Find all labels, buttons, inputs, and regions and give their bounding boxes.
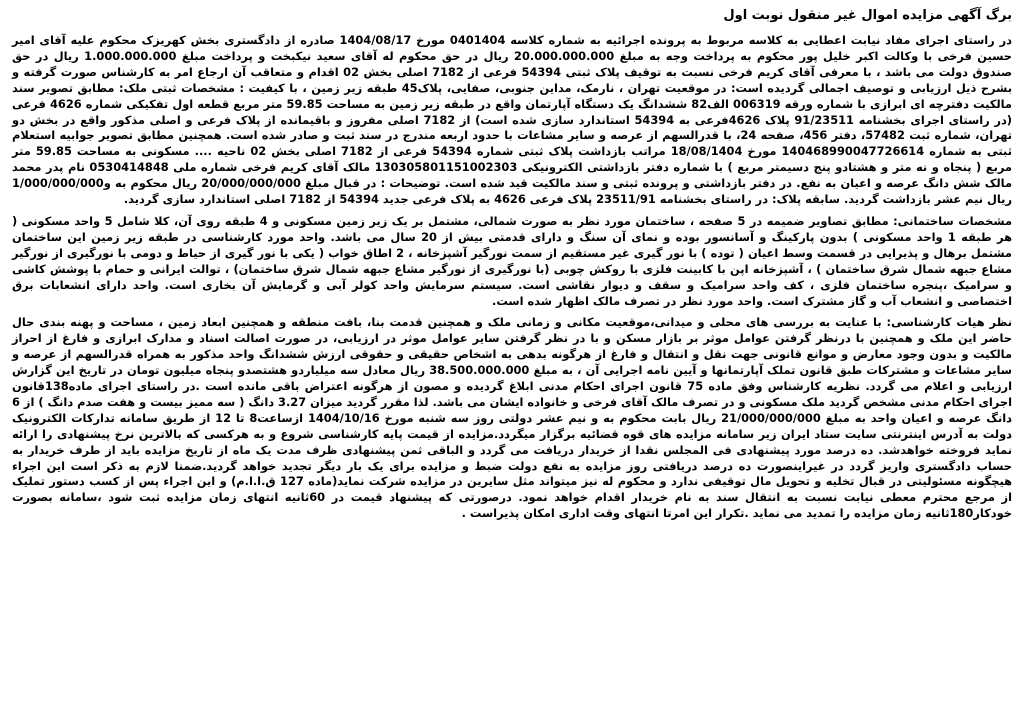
paragraph-registration-details: در راستای اجرای مفاد نیابت اعطایی به کلاسه مربوط به پرونده اجرائیه به شماره کلاسه 0401404 مورخ 1404/08/17 صادره از دادگستری بخش کهریزک محکوم علیه آقای امیر حسین فرخی با وکالت اکبر خلیل پور محکوم به پرداخت وجه به مبلغ 20.000.000.000 ریال در حق محکوم له آقای سعید نیکبخت و پرداخت مبلغ 1.000.000.000 ریال در حق صندوق دولت می باشد ، با معرفی آقای کریم فرخی نسبت به توقیف پلاک ثبتی 54394 فرعی از 7182 اصلی بخش 02 اقدام و متعاقب آن ارجاع امر به کارشناس صورت گرفته و بشرح ذیل ارزیابی و توصیف اجمالی گردیده است: در موقعیت تهران ، نارمک، مداین جنوبی، صفایی، پلاک45 طبقه زیر زمین ، با کیفیت : مشخصات ثبتی ملک: مطابق تصویر سند مالکیت دفترچه ای ابرازی با شماره ورقه 006319 الف82 ششدانگ یک دستگاه آپارتمان واقع در طبقه زیر زمین به مساحت 59.85 متر مربع قطعه اول تفکیکی شماره 4626 فرعی (در راستای اجرای بخشنامه 91/23511 پلاک 4626فرعی به 54394 استاندارد سازی شده است) از 7182 اصلی مفروز و باقیمانده از پلاک فرعی و اصلی مذکور واقع در بخش دو تهران، شماره ثبت 57482، دفتر 456، صفحه 24، با قدرالسهم از عرصه و سایر مشاعات با حدود اربعه مندرج در سند ثبت و صادر شده است. همچنین مطابق تصویر جوابیه استعلام ثبتی به شماره 140468990047726614 مورخ 18/08/1404 مراتب بازداشت پلاک ثبتی شماره 54394 فرعی از 7182 اصلی بخش 02 ناحیه .... مسکونی به مساحت 59.85 متر مربع ( پنجاه و نه متر و هشتادو پنج دسیمتر مربع ) با شماره دفتر بازداشتی الکترونیکی 130305801151002303 مالک آقای کریم فرخی شماره ملی 0530414848 نام پدر محمد مالک شش دانگ عرصه و اعیان به نفع. در دفتر بازداشتی و پرونده ثبتی و سند مالکیت قید شده است. توضیحات : در قبال مبلغ 20/000/000/000 ریال محکوم به و1/000/000/000 ریال نیم عشر بازداشت گردید. سابقه پلاک: در راستای بخشنامه 23511/91 پلاک فرعی 4626 به پلاک فرعی جدید 54394 از 7182 اصلی استاندارد سازی گردید. [12, 33, 1012, 207]
paragraph-expert-opinion: نظر هیات کارشناسی: با عنایت به بررسی های محلی و میدانی،موقعیت مکانی و زمانی ملک و همچنین قدمت بنا، بافت منطقه و همچنین ابعاد زمین ، مساحت و پهنه بندی حال حاضر این ملک و همچنین با درنظر گرفتن عوامل موثر بر بازار مسکن و با در نظر گرفتن سایر عوامل موثر در ارزیابی، در صورت اصالت اسناد و مدارک ابرازی و فارغ از احراز مالکیت و بدون وجود معارض و موانع قانونی جهت نقل و انتقال و فارغ از هرگونه بدهی به اشخاص حقیقی و حقوقی ارزش ششدانگ واحد مذکور به همراه قدرالسهم از عرصه و سایر مشاعات و مشترکات طبق قانون تملک آپارتمانها و آیین نامه اجرایی آن ، به مبلغ 38.500.000.000 ریال معادل سه میلیاردو هشتصدو پنجاه میلیون تومان در تاریخ این گزارش ارزیابی و اعلام می گردد. نظریه کارشناس وفق ماده 75 قانون اجرای احکام مدنی ابلاغ گردیده و مصون از هرگونه اعتراض باقی مانده است .در راستای اجرای ماده138قانون اجرای احکام مدنی مشخص گردید ملک مسکونی و در تصرف مالک آقای فرخی و خانواده ایشان می باشد. لذا مقرر گردید میزان 3.27 دانگ ( سه ممیز بیست و هفت صدم دانگ ) از 6 دانگ عرصه و اعیان واحد به مبلغ 21/000/000/000 ریال بابت محکوم به و نیم عشر دولتی روز سه شنبه مورخ 1404/10/16 ازساعت8 تا 12 از طریق سامانه تدارکات الکترونیک دولت به آدرس اینترنتی سایت ستاد ایران زیر سامانه مزایده های قوه قضائیه برگزار میگردد.مزایده از قیمت پایه کارشناسی شروع و به هرکسی که بالاترین نرخ پیشنهادی را ارائه نماید فروخته خواهدشد. ده درصد مورد پیشنهادی فی المجلس نقدا از خریدار دریافت می گردد و الباقی ثمن پیشنهادی ظرف مدت یک ماه از تاریخ مزایده باید از طرف خریدار به حساب دادگستری واریز گردد در غیراینصورت ده درصد دریافتی روز مزایده به نفع دولت ضبط و مزایده برای یک بار دیگر تجدید خواهد گردید.ضمنا لازم به ذکر است این اجراء هیچگونه مسئولیتی در قبال تخلیه و تحویل مال توقیفی ندارد و محکوم له نیز میتواند مثل سایرین در مزایده شرکت نماید(ماده 127 ق.ا.ا.م) و این اجراء پس از کسب دستور تملیک از مرجع محترم معطی نیابت نسبت به انتقال سند به نام خریدار اقدام خواهد نمود. درصورتی که پیشنهاد قیمت در 60ثانیه انتهای زمان مزایده ثبت شود ،سامانه بصورت خودکار180ثانیه زمان مزایده را تمدید می نماید .تکرار این امرتا انتهای وقت اداری امکان پذیراست . [11, 315, 1012, 521]
paragraph-building-specs: مشخصات ساختمانی: مطابق تصاویر ضمیمه در 5 صفحه ، ساختمان مورد نظر به صورت شمالی، مشتمل بر یک زیر زمین مسکونی و 4 طبقه روی آن، کلا شامل 5 واحد مسکونی ( هر طبقه 1 واحد مسکونی ) بدون پارکینگ و آسانسور بوده و نمای آن سنگ و دارای قدمتی بیش از 20 سال می باشد. واحد مورد کارشناسی در طبقه زیر زمین این ساختمان مشتمل برهال و پذیرایی در قسمت وسط اعیان ( توده ) با نور گیری غیر مستقیم از سمت نورگیر آشپزخانه ، 2 اطاق خواب ( یکی با نور گیری از حیاط و دومی با نورگیری از نورگیر مشاع جبهه شمال شرق ساختمان ) ، آشپزخانه اپن با کابینت فلزی با روکش چوبی (با نورگیری از نورگیر مشاع جبهه شمال شرق ساختمان) ، توالت ایرانی و حمام با پوشش کاشی و سرامیک ،پنجره ساختمان فلزی ، کف واحد سرامیک و سقف و دیوار نقاشی است. سیستم سرمایش واحد کولر آبی و گرمایش آن بخاری است. واحد دارای انشعابات برق اختصاصی و انشعاب آب و گاز مشترک است. واحد مورد نظر در تصرف مالک اظهار شده است. [12, 213, 1012, 308]
notice-title: برگ آگهی مزایده اموال غیر منقول نوبت اول [723, 8, 1012, 23]
